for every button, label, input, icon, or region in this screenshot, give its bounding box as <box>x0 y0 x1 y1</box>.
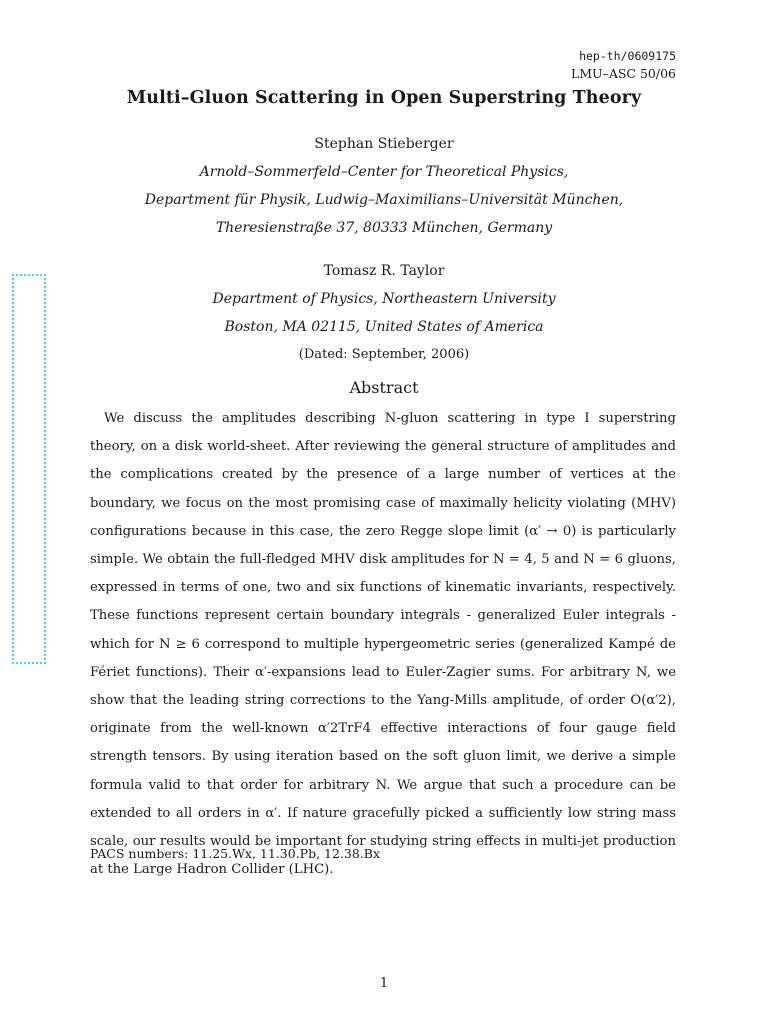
author-2-affiliation-line-1: Department of Physics, Northeastern University <box>212 291 556 307</box>
author-1-affiliation-line-1: Arnold–Sommerfeld–Center for Theoretical Physics, <box>199 164 569 180</box>
author-1-affiliation-line-2: Department für Physik, Ludwig–Maximilians–Universität München, <box>144 192 624 208</box>
margin-marker <box>12 274 46 664</box>
author-name-1: Stephan Stieberger <box>314 136 454 152</box>
date-line: (Dated: September, 2006) <box>298 347 470 362</box>
abstract-text: We discuss the amplitudes describing N-gluon scattering in type I superstring theory, on a disk world-sheet. After reviewing the general structure of amplitudes and the complications created by the presence of a large number of vertices at the boundary, we focus on the most promising case of maximally helicity violating (MHV) configurations because in this case, the zero Regge slope limit (α′ → 0) is particularly simple. We obtain the full-fledged MHV disk amplitudes for N = 4, 5 and N = 6 gluons, expressed in terms of one, two and six functions of kinematic invariants, respectively. These functions represent certain boundary integrals - generalized Euler integrals - which for N ≥ 6 correspond to multiple hypergeometric series (generalized Kampé de Fériet functions). Their α′-expansions lead to Euler-Zagier sums. For arbitrary N, we show that the leading string corrections to the Yang-Mills amplitude, of order O(α′2), originate from the well-known α′2TrF4 effective interactions of four gauge field strength tensors. By using iteration based on the soft gluon limit, we derive a simple formula valid to that order for arbitrary N. We argue that such a procedure can be extended to all orders in α′. If nature gracefully picked a sufficiently low string mass scale, our results would be important for studying string effects in multi-jet production at the Large Hadron Collider (LHC). <box>90 411 676 878</box>
author-1-affiliation-line-3: Theresienstraße 37, 80333 München, Germany <box>215 220 553 236</box>
page-number: 1 <box>379 976 389 991</box>
abstract-heading: Abstract <box>349 378 419 397</box>
report-identifiers <box>571 48 676 82</box>
pacs-numbers: PACS numbers: 11.25.Wx, 11.30.Pb, 12.38.Bx <box>90 846 381 861</box>
preprint-number: LMU–ASC 50/06 <box>570 66 676 81</box>
author-name-2: Tomasz R. Taylor <box>323 263 445 279</box>
author-2-affiliation-line-2: Boston, MA 02115, United States of America <box>224 319 544 335</box>
paper-title: Multi–Gluon Scattering in Open Superstring Theory <box>126 88 642 108</box>
arxiv-id: hep-th/0609175 <box>579 49 676 63</box>
